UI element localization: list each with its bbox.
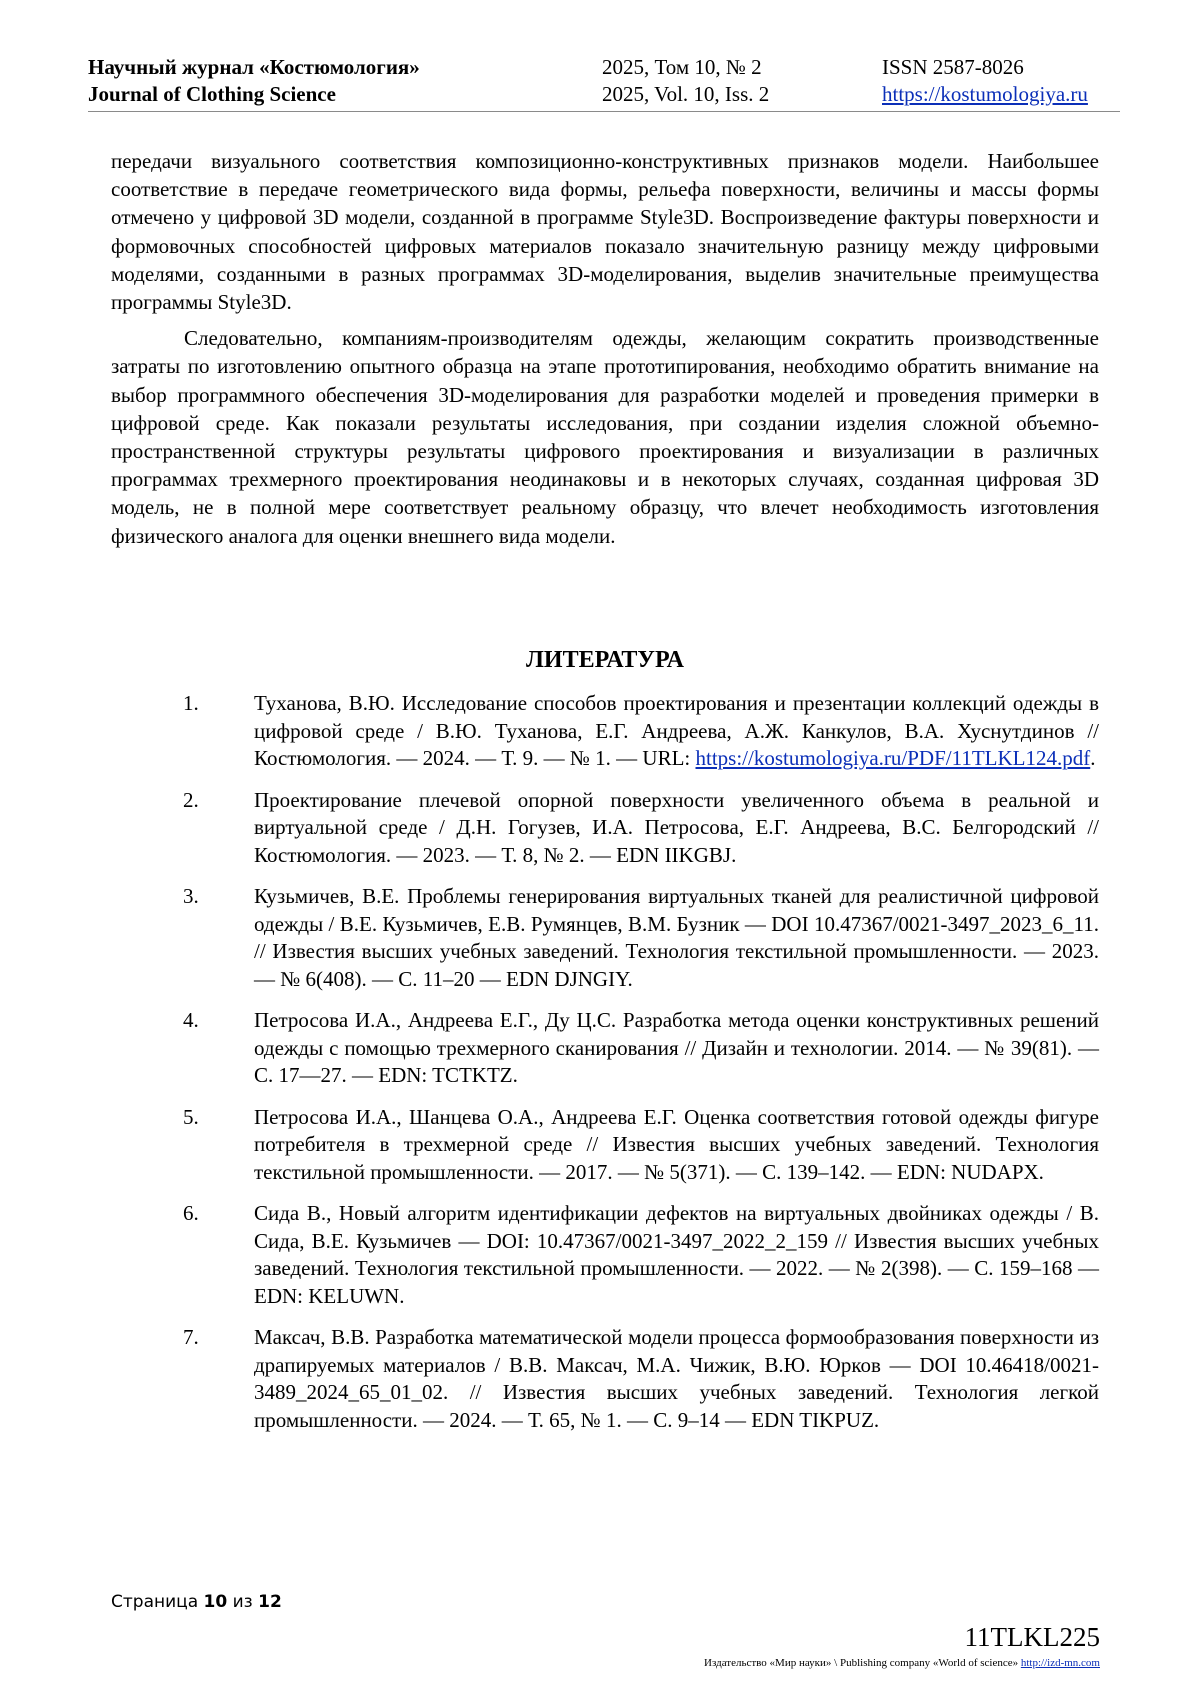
- volume-info: [602, 54, 769, 108]
- reference-item: [111, 787, 1099, 870]
- reference-item: [111, 1324, 1099, 1434]
- reference-text: Проектирование плечевой опорной поверхности увеличенного объема в реальной и виртуальной среде / Д.Н. Гогузев, И.А. Петросова, Е.Г. Андреева, В.С. Белгородский // Костюмология. — 2023. — Т. 8, № 2. — EDN IIKGBJ.: [254, 787, 1099, 867]
- reference-number: 4.: [183, 1008, 199, 1032]
- reference-text: Туханова, В.Ю. Исследование способов проектирования и презентации коллекций одежды в цифровой среде / В.Ю. Туханова, Е.Г. Андреева, А.Ж. Канкулов, В.А. Хуснутдинов // Костюмология. — 2024. — Т. 9. — № 1. — URL:: [254, 691, 1099, 770]
- reference-number: 3.: [183, 884, 199, 908]
- page-total: 12: [258, 1592, 282, 1612]
- reference-text: Максач, В.В. Разработка математической модели процесса формообразования поверхности из драпируемых материалов / В.В. Максач, М.А. Чижик, В.Ю. Юрков — DOI 10.46418/0021-3489_2024_65_01_02. // Известия высших учебных заведений. Технология легкой промышленности. — 2024. — Т. 65, № 1. — С. 9–14 — EDN TIKPUZ.: [254, 1325, 1099, 1432]
- reference-number: 7.: [183, 1325, 199, 1349]
- reference-item: [111, 1200, 1099, 1310]
- reference-text: Кузьмичев, В.Е. Проблемы генерирования виртуальных тканей для реалистичной цифровой одежды / В.Е. Кузьмичев, Е.В. Румянцев, В.М. Бузник — DOI 10.47367/0021-3497_2023_6_11. // Известия высших учебных заведений. Технология текстильной промышленности. — 2023. — № 6(408). — С. 11–20 — EDN DJNGIY.: [254, 884, 1099, 991]
- references-heading: ЛИТЕРАТУРА: [526, 647, 684, 673]
- references-list: [111, 690, 1099, 1448]
- reference-text: Петросова И.А., Андреева Е.Г., Ду Ц.С. Разработка метода оценки конструктивных решений одежды с помощью трехмерного сканирования // Дизайн и технологии. 2014. — № 39(81). — С. 17—27. — EDN: TCTKTZ.: [254, 1008, 1099, 1087]
- article-code: 11TLKL225: [964, 1622, 1100, 1652]
- journal-name-ru: Научный журнал «Костюмология»: [88, 55, 420, 79]
- reference-item: [111, 1104, 1099, 1187]
- reference-text: Сида В., Новый алгоритм идентификации дефектов на виртуальных двойниках одежды / В. Сида, В.Е. Кузьмичев — DOI: 10.47367/0021-3497_2022_2_159 // Известия высших учебных заведений. Технология текстильной промышленности. — 2022. — № 2(398). — С. 159–168 — EDN: KELUWN.: [254, 1201, 1099, 1308]
- journal-name-en: Journal of Clothing Science: [88, 82, 336, 106]
- issn: ISSN 2587-8026: [882, 55, 1024, 79]
- page-number: [111, 1591, 282, 1613]
- publisher-name: Издательство «Мир науки» \ Publishing company «World of science»: [704, 1657, 1019, 1669]
- volume-ru: 2025, Том 10, № 2: [602, 55, 762, 79]
- reference-number: 5.: [183, 1104, 199, 1129]
- publisher-link[interactable]: http://izd-mn.com: [1020, 1657, 1100, 1669]
- reference-item: [111, 690, 1099, 773]
- page-header: [88, 54, 1120, 110]
- journal-name: [88, 54, 420, 108]
- reference-text: Петросова И.А., Шанцева О.А., Андреева Е.Г. Оценка соответствия готовой одежды фигуре потребителя в трехмерной среде // Известия высших учебных заведений. Технология текстильной промышленности. — 2017. — № 5(371). — С. 139–142. — EDN: NUDAPX.: [254, 1104, 1099, 1184]
- body-paragraph: Следовательно, компаниям-производителям одежды, желающим сократить производственные затраты по изготовлению опытного образца на этапе прототипирования, необходимо обратить внимание на выбор программного обеспечения 3D-моделирования для разработки моделей и проведения примерки в цифровой среде. Как показали результаты исследования, при создании изделия сложной объемно-пространственной структуры результаты цифрового проектирования и визуализации в различных программах трехмерного проектирования неодинаковы и в некоторых случаях, созданная цифровая 3D модель, не в полной мере соответствует реальному образцу, что влечет необходимость изготовления физического аналога для оценки внешнего вида модели.: [111, 326, 1099, 548]
- header-divider: [88, 111, 1120, 112]
- issn-block: [882, 54, 1088, 108]
- reference-number: 2.: [183, 787, 199, 812]
- reference-item: [111, 1007, 1099, 1090]
- reference-link[interactable]: https://kostumologiya.ru/PDF/11TLKL124.pdf: [695, 746, 1091, 770]
- page-current: 10: [203, 1592, 228, 1612]
- body-paragraph: передачи визуального соответствия композиционно-конструктивных признаков модели. Наибольшее соответствие в передаче геометрического вида формы, рельефа поверхности, величины и массы формы отмечено у цифровой 3D модели, созданной в программе Style3D. Воспроизведение фактуры поверхности и формовочных способностей цифровых материалов показало значительную разницу между цифровыми моделями, созданными в разных программах 3D-моделирования, выделив значительные преимущества программы Style3D.: [111, 149, 1099, 315]
- reference-item: [111, 883, 1099, 993]
- page-prefix: Страница: [111, 1592, 199, 1612]
- journal-site-link[interactable]: https://kostumologiya.ru: [882, 82, 1088, 106]
- volume-en: 2025, Vol. 10, Iss. 2: [602, 82, 770, 106]
- reference-tail: .: [1090, 746, 1096, 770]
- page-separator: из: [232, 1592, 253, 1612]
- reference-number: 6.: [183, 1201, 199, 1225]
- reference-number: 1.: [183, 691, 199, 715]
- publisher-line: [704, 1656, 1100, 1671]
- article-body: [111, 147, 1099, 550]
